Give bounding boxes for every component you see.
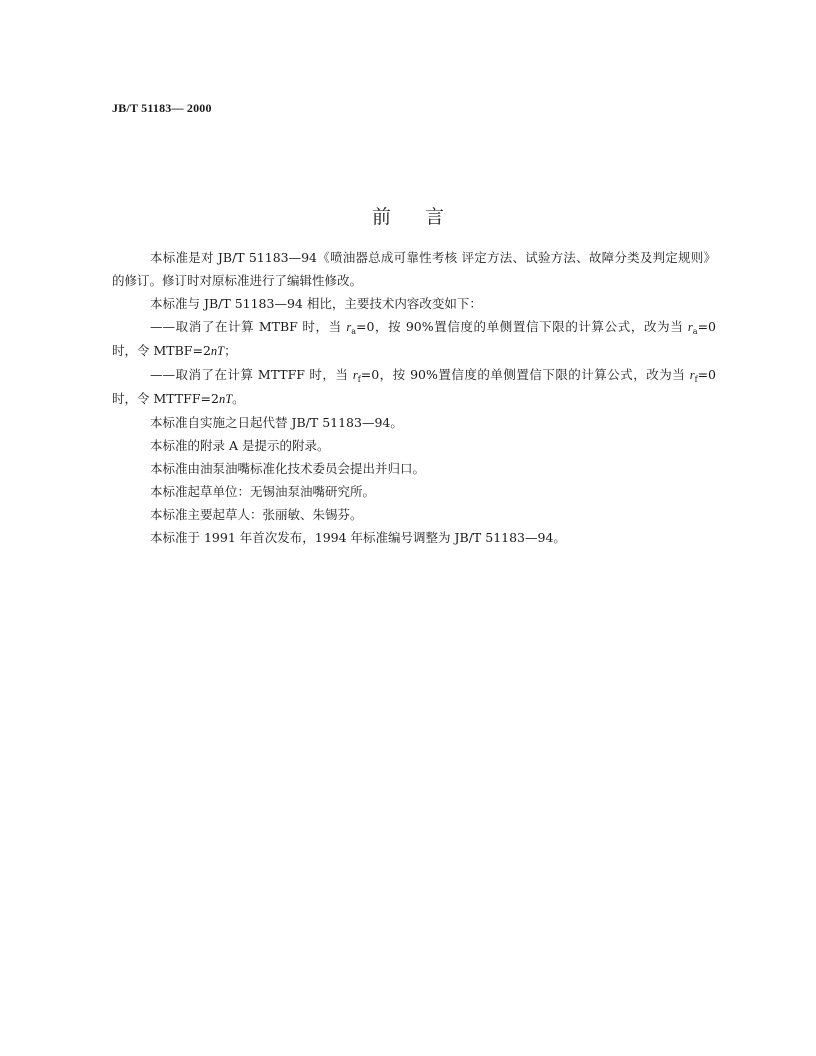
variable-nT: nT: [210, 344, 225, 358]
change-mtbf-text-1: ——取消了在计算 MTBF 时，当: [150, 319, 347, 334]
paragraph-history: 本标准于 1991 年首次发布，1994 年标准编号调整为 JB/T 51183—94。: [150, 530, 566, 545]
subscript-f: f: [694, 375, 698, 384]
page-title: 前言: [371, 206, 478, 228]
subscript-a: a: [351, 327, 356, 336]
paragraph-replaces: 本标准自实施之日起代替 JB/T 51183—94。: [150, 415, 403, 430]
change-mttff-text-1: ——取消了在计算 MTTFF 时，当: [150, 367, 353, 382]
variable-r: r: [346, 320, 352, 334]
foreword-body: [112, 246, 716, 549]
change-mtbf-text-4: ；: [224, 343, 237, 358]
variable-r: r: [689, 368, 695, 382]
paragraph-revision: 本标准是对 JB/T 51183—94《喷油器总成可靠性考核 评定方法、试验方法、故障分类及判定规则》的修订。修订时对原标准进行了编辑性修改。: [112, 250, 716, 288]
paragraph-changes-intro: 本标准与 JB/T 51183—94 相比，主要技术内容改变如下：: [150, 296, 482, 311]
subscript-a: a: [692, 327, 698, 336]
paragraph-drafting-unit: 本标准起草单位：无锡油泵油嘴研究所。: [150, 484, 376, 499]
paragraph-change-mttff: [112, 363, 716, 411]
change-mttff-text-3: =0 时，令 MTTFF=2: [112, 367, 716, 406]
change-mtbf-text-3: =0 时，令 MTBF=2: [112, 319, 716, 358]
subscript-f: f: [357, 375, 361, 384]
variable-r: r: [687, 320, 693, 334]
change-mtbf-text-2: =0，按 90%置信度的单侧置信下限的计算公式，改为当: [356, 319, 688, 334]
paragraph-drafters: 本标准主要起草人：张丽敏、朱锡芬。: [150, 507, 363, 522]
standard-number: JB/T 51183— 2000: [112, 101, 212, 115]
variable-r: r: [352, 368, 358, 382]
paragraph-change-mtbf: [112, 315, 716, 363]
change-mttff-text-2: =0，按 90%置信度的单侧置信下限的计算公式，改为当: [360, 367, 690, 382]
variable-nT: nT: [218, 392, 233, 406]
paragraph-appendix: 本标准的附录 A 是提示的附录。: [150, 438, 330, 453]
paragraph-proposer: 本标准由油泵油嘴标准化技术委员会提出并归口。: [150, 461, 426, 476]
change-mttff-text-4: 。: [232, 391, 245, 406]
